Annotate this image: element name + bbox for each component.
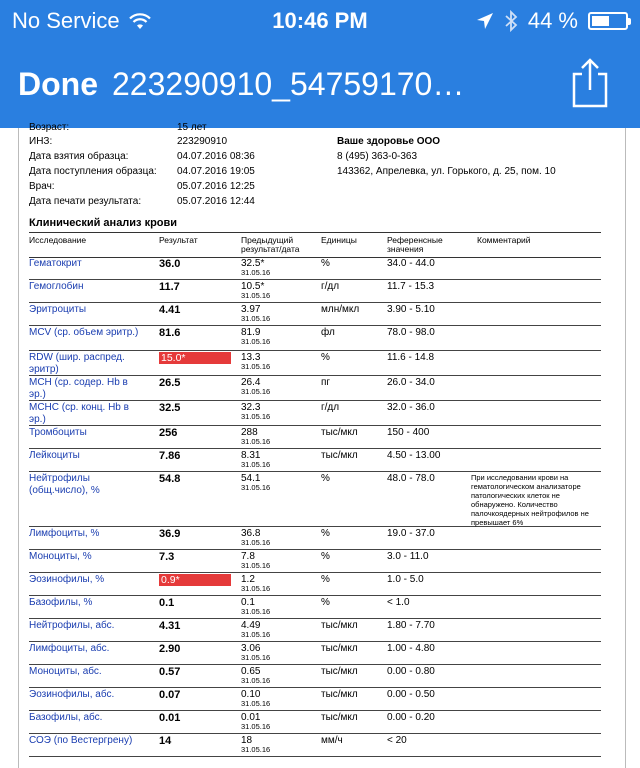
- table-header: [29, 232, 601, 258]
- document-page: Возраст: 15 лет ИНЗ: 223290910 Дата взятия образца: 04.07.2016 08:36 Дата поступления образца: 04.07.2016 19:05 Врач: 05.07.2016 12:25 Дата печати результата: 05.07.2016 12:44 Ваше здоровье ООО 8 (495) 363-0-363 143362, Апрелевка, ул. Горького, д. 25, пом. 10 Клинический анализ крови Исследование Результат Предыдущий результат/дата Единицы Референсные значения Комментарий Гематокрит 36.0 32.5* 31.05.16 % 34.0 - 44.0 Гемоглобин 11.7 10.5* 31.05.16 г/дл 11.7 - 15.3 Эритроциты 4.41 3.97 31.05.16 млн/мкл 3.90 - 5.10 MCV (ср. объем эритр.) 81.6 81.9 31.05.16 фл 78.0 - 98.0 RDW (шир. распред. эритр) 15.0* 13.3 31.05.16 % 11.6 - 14.8 MCH (ср. содер. Hb в эр.) 26.5 26.4 31.05.16 пг 26.0 - 34.0 MCHC (ср. конц. Hb в эр.) 32.5 32.3 31.05.16 г/дл 32.0 - 36.0 Тромбоциты 256 288 31.05.16 тыс/мкл 150 - 400 Лейкоциты 7.86 8.31 31.05.16 тыс/мкл 4.50 - 13.00 Нейтрофилы (общ.число), % 54.8 54.1 31.05.16 % 48.0 - 78.0 При исследовании крови на гематологическом анализаторе патологических клеток не обнаружено. Количество палочкоядерных нейтрофилов не превышает 6% Лимфоциты, % 36.9 36.8 31.05.16 % 19.0 - 37.0 Моноциты, % 7.3 7.8 31.05.16 % 3.0 - 11.0 Эозинофилы, % 0.9* 1.2 31.05.16 % 1.0 - 5.0 Базофилы, % 0.1 0.1 31.05.16 % < 1.0 Нейтрофилы, абс. 4.31 4.49 31.05.16 тыс/мкл 1.80 - 7.70 Лимфоциты, абс. 2.90 3.06 31.05.16 тыс/мкл 1.00 - 4.80 Моноциты, абс. 0.57 0.65 31.05.16 тыс/мкл 0.00 - 0.80 Эозинофилы, абс. 0.07 0.10 31.05.16 тыс/мкл 0.00 - 0.50 Базофилы, абс. 0.01 0.01 31.05.16 тыс/мкл 0.00 - 0.20 СОЭ (по Вестергрену) 14 18 31.05.16 мм/ч < 20: [18, 128, 626, 768]
- result-value: 7.3: [159, 551, 175, 563]
- result-value: 0.1: [159, 597, 175, 609]
- test-name-link[interactable]: Лейкоциты: [29, 450, 80, 461]
- unit-value: г/дл: [321, 281, 340, 292]
- table-row: [29, 279, 601, 303]
- table-row: [29, 448, 601, 472]
- section-title: Клинический анализ крови: [29, 217, 178, 229]
- document-title: 223290910_54759170…: [112, 66, 465, 102]
- unit-value: %: [321, 574, 330, 585]
- result-value: 4.41: [159, 304, 181, 316]
- unit-value: тыс/мкл: [321, 666, 358, 677]
- previous-value: 3.97: [241, 304, 261, 315]
- result-value: 14: [159, 735, 172, 747]
- test-name-link[interactable]: MCH (ср. содер. Hb в эр.): [29, 377, 128, 400]
- previous-date: 31.05.16: [241, 653, 271, 662]
- unit-value: тыс/мкл: [321, 643, 358, 654]
- lab-address: 143362, Апрелевка, ул. Горького, д. 25, пом. 10: [337, 166, 556, 177]
- previous-date: 31.05.16: [241, 676, 271, 685]
- previous-date: 31.05.16: [241, 387, 271, 396]
- result-value: 32.5: [159, 402, 181, 414]
- result-value: 0.57: [159, 666, 181, 678]
- previous-date: 31.05.16: [241, 337, 271, 346]
- table-row: [29, 664, 601, 688]
- unit-value: %: [321, 528, 330, 539]
- test-name-link[interactable]: MCHC (ср. конц. Hb в эр.): [29, 402, 129, 425]
- header-units: Единицы: [321, 235, 357, 245]
- previous-value: 0.65: [241, 666, 261, 677]
- table-row: [29, 325, 601, 351]
- reference-range: 1.80 - 7.70: [387, 620, 435, 631]
- test-name-link[interactable]: Эозинофилы, %: [29, 574, 105, 585]
- header-reference: Референсные значения: [387, 235, 443, 254]
- result-value: 15.0*: [159, 352, 231, 364]
- bluetooth-icon: [504, 10, 518, 32]
- table-row: [29, 549, 601, 573]
- reference-range: 11.7 - 15.3: [387, 281, 435, 292]
- test-name-link[interactable]: Нейтрофилы (общ.число), %: [29, 473, 100, 496]
- table-row: [29, 471, 601, 527]
- previous-value: 0.10: [241, 689, 261, 700]
- table-row: [29, 733, 601, 757]
- test-name-link[interactable]: MCV (ср. объем эритр.): [29, 327, 139, 338]
- test-name-link[interactable]: Гемоглобин: [29, 281, 84, 292]
- nav-bar: [0, 40, 640, 128]
- unit-value: тыс/мкл: [321, 689, 358, 700]
- result-value: 36.0: [159, 258, 181, 270]
- test-name-link[interactable]: СОЭ (по Вестергрену): [29, 735, 133, 746]
- previous-date: 31.05.16: [241, 460, 271, 469]
- battery-icon: [588, 12, 628, 30]
- share-icon[interactable]: [570, 58, 610, 108]
- unit-value: %: [321, 258, 330, 269]
- reference-range: 1.00 - 4.80: [387, 643, 435, 654]
- reference-range: 4.50 - 13.00: [387, 450, 441, 461]
- clock: 10:46 PM: [272, 8, 368, 33]
- reference-range: 19.0 - 37.0: [387, 528, 435, 539]
- result-value: 54.8: [159, 473, 181, 485]
- status-right: [476, 8, 628, 34]
- table-row: [29, 256, 601, 280]
- table-row: [29, 710, 601, 734]
- reference-range: 0.00 - 0.80: [387, 666, 435, 677]
- reference-range: 1.0 - 5.0: [387, 574, 424, 585]
- previous-value: 8.31: [241, 450, 261, 461]
- previous-value: 54.1: [241, 473, 261, 484]
- test-name-link[interactable]: Тромбоциты: [29, 427, 87, 438]
- unit-value: мм/ч: [321, 735, 343, 746]
- status-bar: [0, 0, 640, 40]
- previous-date: 31.05.16: [241, 630, 271, 639]
- result-value: 0.07: [159, 689, 181, 701]
- previous-value: 32.3: [241, 402, 261, 413]
- table-row: [29, 618, 601, 642]
- table-row: [29, 572, 601, 596]
- previous-date: 31.05.16: [241, 362, 271, 371]
- result-value: 36.9: [159, 528, 181, 540]
- previous-date: 31.05.16: [241, 538, 271, 547]
- unit-value: тыс/мкл: [321, 427, 358, 438]
- location-arrow-icon: [476, 12, 494, 30]
- test-name-link[interactable]: Нейтрофилы, абс.: [29, 620, 115, 631]
- test-name-link[interactable]: Базофилы, абс.: [29, 712, 103, 723]
- previous-date: 31.05.16: [241, 268, 271, 277]
- reference-range: 34.0 - 44.0: [387, 258, 435, 269]
- table-row: [29, 302, 601, 326]
- test-name-link[interactable]: Лимфоциты, %: [29, 528, 100, 539]
- result-value: 256: [159, 427, 178, 439]
- done-button[interactable]: Done: [18, 66, 98, 102]
- carrier-label: No Service: [12, 8, 120, 33]
- unit-value: %: [321, 352, 330, 363]
- reference-range: 150 - 400: [387, 427, 430, 438]
- test-name-link[interactable]: Эозинофилы, абс.: [29, 689, 115, 700]
- result-value: 4.31: [159, 620, 181, 632]
- reference-range: 26.0 - 34.0: [387, 377, 435, 388]
- reference-range: 32.0 - 36.0: [387, 402, 435, 413]
- lab-info: [337, 136, 556, 181]
- previous-value: 32.5*: [241, 258, 265, 269]
- document-viewer[interactable]: [0, 122, 640, 758]
- reference-range: 11.6 - 14.8: [387, 352, 435, 363]
- header-result: Результат: [159, 235, 198, 245]
- previous-value: 81.9: [241, 327, 261, 338]
- test-name-link[interactable]: Базофилы, %: [29, 597, 93, 608]
- test-name-link[interactable]: Эритроциты: [29, 304, 87, 315]
- header-comment: Комментарий: [477, 235, 531, 245]
- previous-date: 31.05.16: [241, 699, 271, 708]
- reference-range: < 1.0: [387, 597, 410, 608]
- test-name-link[interactable]: Моноциты, %: [29, 551, 92, 562]
- previous-value: 13.3: [241, 352, 261, 363]
- previous-date: 31.05.16: [241, 291, 271, 300]
- table-row: [29, 595, 601, 619]
- previous-value: 288: [241, 427, 258, 438]
- result-value: 0.9*: [159, 574, 231, 586]
- header-previous: Предыдущий результат/дата: [241, 235, 300, 254]
- previous-value: 36.8: [241, 528, 261, 539]
- previous-value: 0.1: [241, 597, 255, 608]
- previous-date: 31.05.16: [241, 607, 271, 616]
- previous-value: 10.5*: [241, 281, 265, 292]
- previous-date: 31.05.16: [241, 437, 271, 446]
- unit-value: %: [321, 473, 330, 484]
- unit-value: тыс/мкл: [321, 620, 358, 631]
- previous-value: 26.4: [241, 377, 261, 388]
- unit-value: фл: [321, 327, 335, 338]
- previous-value: 3.06: [241, 643, 261, 654]
- result-value: 81.6: [159, 327, 181, 339]
- previous-value: 0.01: [241, 712, 261, 723]
- reference-range: 3.0 - 11.0: [387, 551, 429, 562]
- test-name-link[interactable]: Моноциты, абс.: [29, 666, 102, 677]
- table-row: [29, 641, 601, 665]
- previous-date: 31.05.16: [241, 314, 271, 323]
- unit-value: млн/мкл: [321, 304, 360, 315]
- previous-date: 31.05.16: [241, 584, 271, 593]
- table-row: [29, 400, 601, 426]
- previous-date: 31.05.16: [241, 722, 271, 731]
- table-row: [29, 425, 601, 449]
- reference-range: 78.0 - 98.0: [387, 327, 435, 338]
- unit-value: %: [321, 551, 330, 562]
- reference-range: 48.0 - 78.0: [387, 473, 435, 484]
- battery-percent: 44 %: [527, 8, 578, 33]
- table-row: [29, 350, 601, 376]
- table-row: [29, 375, 601, 401]
- previous-value: 4.49: [241, 620, 261, 631]
- result-value: 7.86: [159, 450, 181, 462]
- previous-date: 31.05.16: [241, 561, 271, 570]
- result-value: 0.01: [159, 712, 181, 724]
- header-test: Исследование: [29, 235, 87, 245]
- table-row: [29, 687, 601, 711]
- test-name-link[interactable]: Гематокрит: [29, 258, 82, 269]
- reference-range: < 20: [387, 735, 407, 746]
- unit-value: %: [321, 597, 330, 608]
- comment-text: При исследовании крови на гематологическом анализаторе патологических клеток не обнаружено. Количество палочкоядерных нейтрофилов не превышает 6%: [471, 473, 589, 527]
- reference-range: 0.00 - 0.50: [387, 689, 435, 700]
- reference-range: 3.90 - 5.10: [387, 304, 435, 315]
- previous-value: 18: [241, 735, 253, 746]
- unit-value: пг: [321, 377, 331, 388]
- lab-name: Ваше здоровье ООО: [337, 136, 441, 147]
- unit-value: тыс/мкл: [321, 450, 358, 461]
- previous-date: 31.05.16: [241, 412, 271, 421]
- result-value: 2.90: [159, 643, 181, 655]
- result-value: 26.5: [159, 377, 181, 389]
- table-row: [29, 526, 601, 550]
- previous-value: 7.8: [241, 551, 255, 562]
- result-value: 11.7: [159, 281, 180, 293]
- lab-phone: 8 (495) 363-0-363: [337, 151, 418, 162]
- previous-date: 31.05.16: [241, 483, 271, 492]
- test-name-link[interactable]: RDW (шир. распред. эритр): [29, 352, 125, 375]
- reference-range: 0.00 - 0.20: [387, 712, 435, 723]
- unit-value: тыс/мкл: [321, 712, 358, 723]
- unit-value: г/дл: [321, 402, 340, 413]
- test-name-link[interactable]: Лимфоциты, абс.: [29, 643, 110, 654]
- previous-date: 31.05.16: [241, 745, 271, 754]
- previous-value: 1.2: [241, 574, 255, 585]
